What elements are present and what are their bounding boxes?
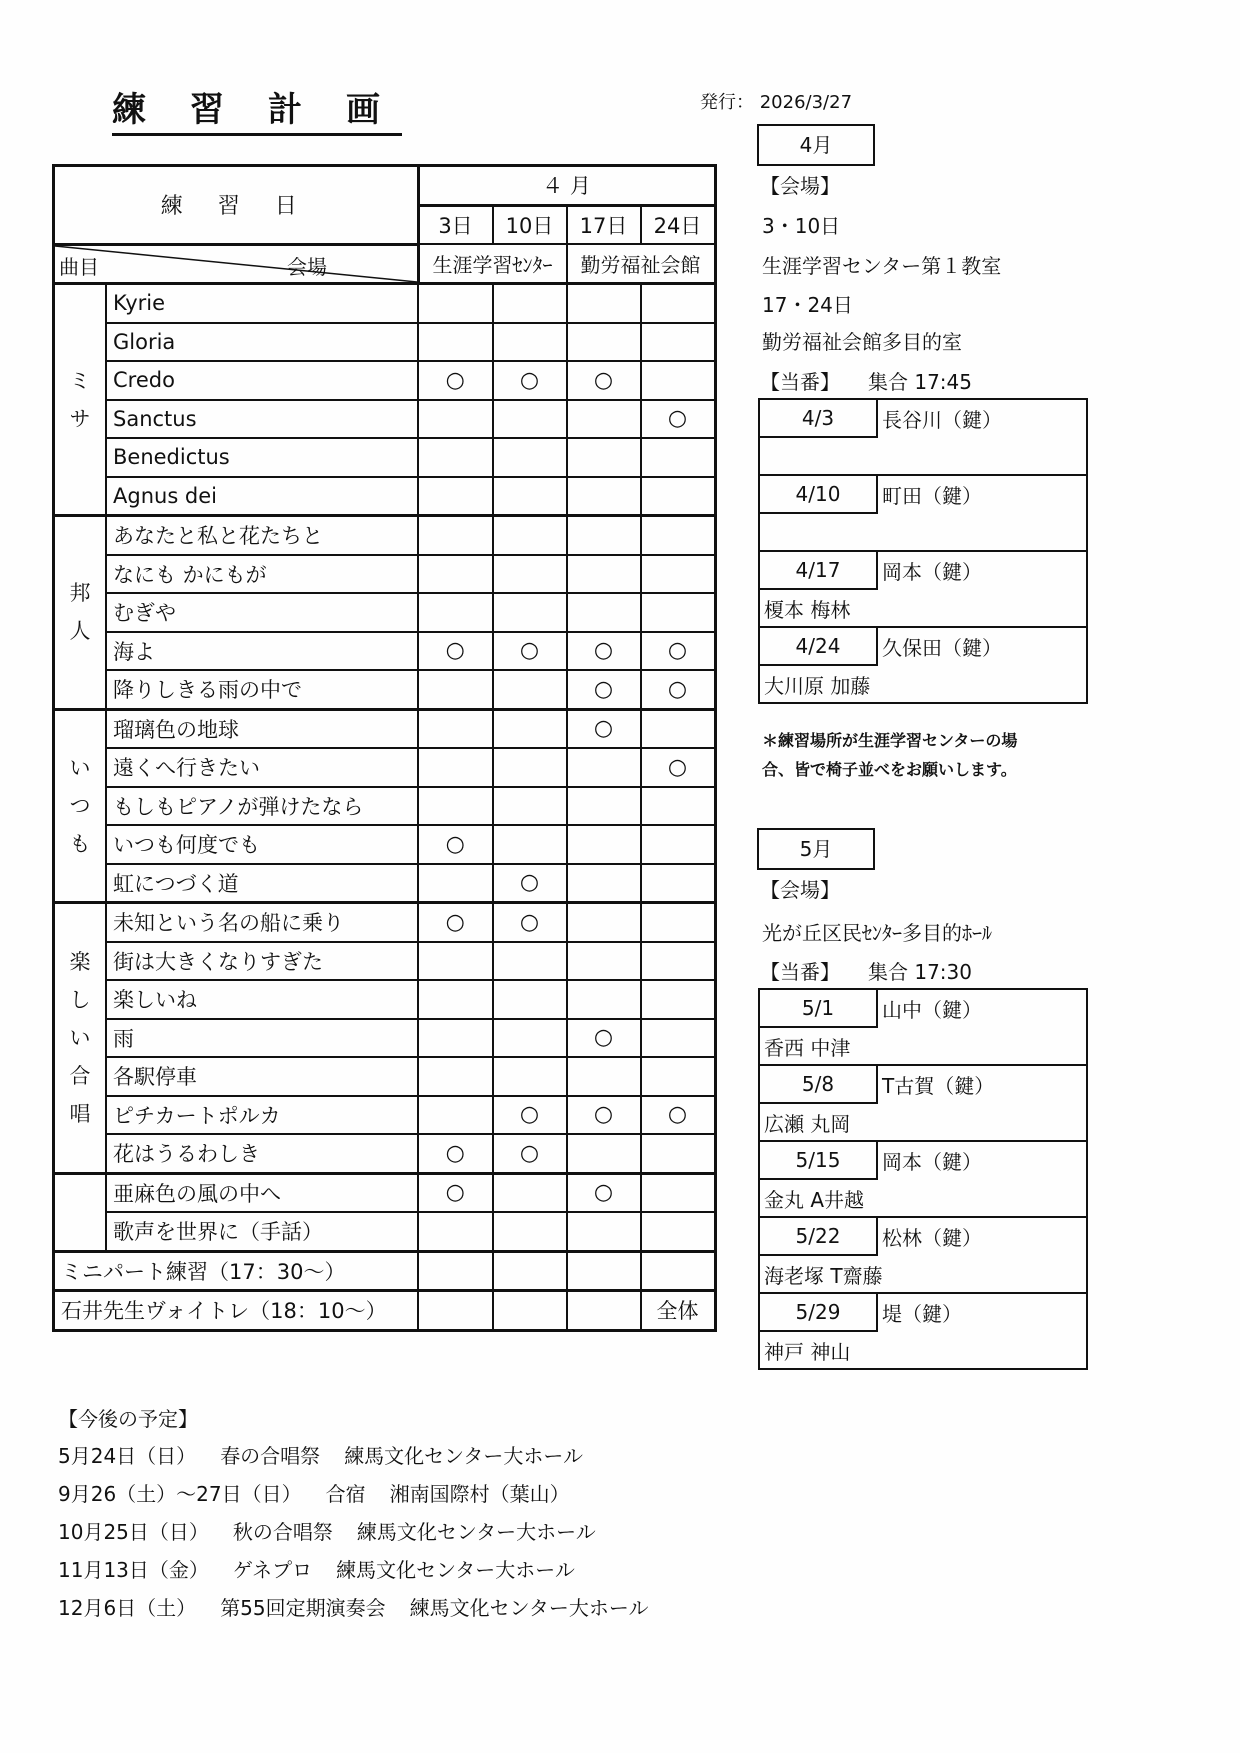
duty-date: 5/22 — [759, 1217, 877, 1255]
schedule-place: 練馬文化センター大ホール — [344, 1444, 583, 1468]
schedule-event: 秋の合唱祭 — [232, 1520, 333, 1544]
duty-members — [759, 437, 1087, 475]
practice-day-header: 練 習 日 — [54, 166, 419, 245]
duty-members-row — [759, 1331, 1087, 1369]
schedule-place: 湘南国際村（葉山） — [389, 1482, 570, 1506]
table-row — [54, 400, 716, 439]
practice-mark — [493, 516, 567, 555]
duty-key-holder: 堤（鍵） — [877, 1293, 1087, 1331]
table-row — [54, 361, 716, 400]
practice-mark — [567, 323, 641, 362]
song-name: なにも かにもが — [106, 555, 418, 594]
table-row — [54, 593, 716, 632]
venue-header: 生涯学習ｾﾝﾀｰ — [418, 244, 567, 284]
category-label — [54, 1173, 107, 1251]
practice-mark — [567, 438, 641, 477]
practice-mark — [418, 864, 493, 903]
practice-mark — [418, 670, 493, 709]
schedule-place: 練馬文化センター大ホール — [336, 1558, 575, 1582]
duty-heading-label: 【当番】 — [760, 370, 840, 394]
practice-mark: ○ — [418, 903, 493, 942]
practice-mark — [641, 361, 716, 400]
duty-members: 大川原 加藤 — [759, 665, 1087, 703]
april-venue-line: 17・24日 — [762, 293, 853, 317]
duty-date: 5/15 — [759, 1141, 877, 1179]
practice-mark — [493, 1251, 567, 1291]
practice-mark — [418, 1019, 493, 1058]
practice-mark: ○ — [641, 748, 716, 787]
practice-mark: ○ — [493, 864, 567, 903]
practice-mark — [493, 1019, 567, 1058]
assembly-time: 集合 17:30 — [868, 960, 972, 984]
issue-date — [700, 88, 852, 114]
practice-mark — [493, 438, 567, 477]
schedule-item — [58, 1478, 570, 1507]
practice-mark — [418, 438, 493, 477]
may-duty-table — [758, 988, 1088, 1370]
table-row — [54, 942, 716, 981]
practice-mark — [493, 670, 567, 709]
practice-mark — [418, 1096, 493, 1135]
schedule-event: 第55回定期演奏会 — [220, 1596, 386, 1620]
practice-mark — [493, 787, 567, 826]
practice-mark — [493, 593, 567, 632]
practice-mark: ○ — [567, 1096, 641, 1135]
song-name: むぎや — [106, 593, 418, 632]
practice-mark: ○ — [493, 903, 567, 942]
practice-mark — [567, 903, 641, 942]
duty-date: 5/8 — [759, 1065, 877, 1103]
duty-row — [759, 1217, 1087, 1255]
practice-mark — [418, 555, 493, 594]
practice-mark — [567, 748, 641, 787]
table-row — [54, 323, 716, 362]
practice-mark — [493, 477, 567, 516]
practice-mark: ○ — [493, 632, 567, 671]
practice-mark — [418, 980, 493, 1019]
song-name: 瑠璃色の地球 — [106, 709, 418, 748]
table-row — [54, 709, 716, 748]
practice-mark: ○ — [641, 400, 716, 439]
song-name: 楽しいね — [106, 980, 418, 1019]
duty-members-row — [759, 1179, 1087, 1217]
date-header: 10日 — [493, 205, 567, 244]
practice-mark — [567, 1251, 641, 1291]
practice-mark: ○ — [493, 361, 567, 400]
duty-row — [759, 1065, 1087, 1103]
table-row — [54, 1096, 716, 1135]
duty-row — [759, 399, 1087, 437]
practice-mark — [567, 477, 641, 516]
song-name: 虹につづく道 — [106, 864, 418, 903]
duty-date: 4/24 — [759, 627, 877, 665]
duty-members-row — [759, 1103, 1087, 1141]
duty-row — [759, 1293, 1087, 1331]
practice-mark — [641, 864, 716, 903]
practice-mark — [641, 942, 716, 981]
practice-mark — [418, 787, 493, 826]
song-name: Kyrie — [106, 284, 418, 323]
duty-members-row — [759, 1027, 1087, 1065]
practice-mark — [641, 1212, 716, 1251]
table-row — [54, 555, 716, 594]
duty-members-row — [759, 1255, 1087, 1293]
practice-mark — [418, 942, 493, 981]
practice-mark — [567, 1291, 641, 1331]
song-name: 街は大きくなりすぎた — [106, 942, 418, 981]
month-header: ４ 月 — [418, 166, 715, 206]
practice-mark — [418, 477, 493, 516]
practice-mark — [493, 323, 567, 362]
song-name: 海よ — [106, 632, 418, 671]
table-row — [54, 1251, 716, 1291]
duty-date: 4/17 — [759, 551, 877, 589]
practice-mark — [567, 787, 641, 826]
practice-mark — [641, 1019, 716, 1058]
table-row — [54, 1173, 716, 1212]
practice-mark: ○ — [641, 632, 716, 671]
table-row — [54, 864, 716, 903]
song-name: いつも何度でも — [106, 825, 418, 864]
date-header: 24日 — [641, 205, 716, 244]
practice-mark — [641, 1251, 716, 1291]
practice-mark — [641, 438, 716, 477]
practice-mark — [567, 593, 641, 632]
may-venue-line: 光が丘区民ｾﾝﾀｰ多目的ﾎｰﾙ — [762, 921, 992, 945]
practice-mark — [567, 1057, 641, 1096]
practice-mark: ○ — [418, 632, 493, 671]
may-month-box: 5月 — [757, 828, 875, 870]
song-label: 曲目 — [59, 254, 99, 279]
venue-header: 勤労福祉会館 — [567, 244, 716, 284]
practice-mark — [567, 555, 641, 594]
schedule-item — [58, 1516, 596, 1545]
practice-mark — [567, 864, 641, 903]
april-duty-table — [758, 398, 1088, 704]
practice-mark — [418, 284, 493, 323]
table-row — [54, 1134, 716, 1173]
practice-mark — [641, 555, 716, 594]
practice-mark — [493, 284, 567, 323]
schedule-date: 12月6日（土） — [58, 1596, 197, 1620]
song-name: 遠くへ行きたい — [106, 748, 418, 787]
practice-mark: ○ — [418, 825, 493, 864]
practice-mark — [418, 323, 493, 362]
duty-row — [759, 551, 1087, 589]
duty-members: 榎本 梅林 — [759, 589, 1087, 627]
table-row — [54, 1019, 716, 1058]
song-name: 未知という名の船に乗り — [106, 903, 418, 942]
table-row — [54, 903, 716, 942]
practice-mark — [418, 748, 493, 787]
april-venue-line: 生涯学習センター第１教室 — [762, 254, 1002, 278]
practice-mark: ○ — [567, 670, 641, 709]
practice-mark: ○ — [641, 1096, 716, 1135]
assembly-time: 集合 17:45 — [868, 370, 972, 394]
song-name: 花はうるわしき — [106, 1134, 418, 1173]
practice-mark — [641, 477, 716, 516]
practice-mark — [567, 400, 641, 439]
duty-key-holder: 松林（鍵） — [877, 1217, 1087, 1255]
schedule-heading: 【今後の予定】 — [58, 1407, 198, 1431]
practice-mark — [493, 1173, 567, 1212]
april-venue-heading: 【会場】 — [760, 174, 840, 198]
song-name: Agnus dei — [106, 477, 418, 516]
practice-mark: ○ — [493, 1096, 567, 1135]
duty-members-row — [759, 665, 1087, 703]
practice-mark — [641, 1057, 716, 1096]
duty-key-holder: 町田（鍵） — [877, 475, 1087, 513]
april-note-line: ＊練習場所が生涯学習センターの場 — [762, 731, 1018, 750]
practice-mark — [418, 709, 493, 748]
may-duty-heading — [760, 956, 972, 985]
issued-date-value: 2026/3/27 — [759, 92, 853, 113]
practice-mark — [493, 942, 567, 981]
table-row — [54, 1212, 716, 1251]
schedule-date: 9月26（土）～27日（日） — [58, 1482, 302, 1506]
song-name: 降りしきる雨の中で — [106, 670, 418, 709]
schedule-event: 春の合唱祭 — [220, 1444, 321, 1468]
issued-label: 発行： — [700, 92, 754, 113]
practice-mark — [641, 323, 716, 362]
duty-row — [759, 475, 1087, 513]
practice-mark — [567, 1134, 641, 1173]
practice-mark — [493, 1057, 567, 1096]
table-row — [54, 1057, 716, 1096]
duty-members-row — [759, 437, 1087, 475]
table-row — [54, 748, 716, 787]
schedule-date: 11月13日（金） — [58, 1558, 209, 1582]
practice-mark — [418, 1251, 493, 1291]
category-label: い つ も — [54, 709, 107, 903]
duty-key-holder: 岡本（鍵） — [877, 1141, 1087, 1179]
duty-date: 5/29 — [759, 1293, 877, 1331]
practice-mark — [641, 1173, 716, 1212]
duty-members: 広瀬 丸岡 — [759, 1103, 1087, 1141]
practice-mark — [567, 942, 641, 981]
practice-mark — [493, 1291, 567, 1331]
song-name: もしもピアノが弾けたなら — [106, 787, 418, 826]
duty-members: 香西 中津 — [759, 1027, 1087, 1065]
practice-mark — [493, 825, 567, 864]
table-row — [54, 516, 716, 555]
category-label: ミ サ — [54, 284, 107, 516]
song-name: 各駅停車 — [106, 1057, 418, 1096]
song-rows — [54, 284, 716, 1331]
practice-mark: ○ — [493, 1134, 567, 1173]
practice-mark — [418, 1057, 493, 1096]
duty-members — [759, 513, 1087, 551]
table-row — [54, 438, 716, 477]
practice-mark: ○ — [567, 1019, 641, 1058]
practice-mark — [418, 593, 493, 632]
practice-mark — [418, 400, 493, 439]
practice-mark — [567, 516, 641, 555]
date-header: 3日 — [418, 205, 493, 244]
table-row — [54, 477, 716, 516]
duty-row — [759, 989, 1087, 1027]
schedule-place: 練馬文化センター大ホール — [356, 1520, 596, 1544]
practice-mark: ○ — [567, 632, 641, 671]
may-venue-heading: 【会場】 — [760, 878, 840, 902]
table-row — [54, 787, 716, 826]
table-row — [54, 980, 716, 1019]
practice-mark: ○ — [567, 361, 641, 400]
song-name: ピチカートポルカ — [106, 1096, 418, 1135]
practice-mark: ○ — [418, 1134, 493, 1173]
song-name: Gloria — [106, 323, 418, 362]
practice-mark — [567, 1212, 641, 1251]
practice-mark — [493, 1212, 567, 1251]
april-duty-heading — [760, 366, 972, 395]
song-name: Benedictus — [106, 438, 418, 477]
practice-mark — [641, 516, 716, 555]
category-label: 邦 人 — [54, 516, 107, 710]
practice-mark — [493, 980, 567, 1019]
practice-mark: 全体 — [641, 1291, 716, 1331]
april-month-box: 4月 — [757, 124, 875, 166]
duty-members: 金丸 A井越 — [759, 1179, 1087, 1217]
practice-mark: ○ — [418, 1173, 493, 1212]
duty-row — [759, 1141, 1087, 1179]
song-name: 雨 — [106, 1019, 418, 1058]
category-label: 楽 し い 合 唱 — [54, 903, 107, 1174]
practice-mark — [567, 284, 641, 323]
duty-key-holder: 岡本（鍵） — [877, 551, 1087, 589]
practice-mark — [567, 980, 641, 1019]
duty-members: 海老塚 T齋藤 — [759, 1255, 1087, 1293]
duty-key-holder: 長谷川（鍵） — [877, 399, 1087, 437]
song-name: Credo — [106, 361, 418, 400]
practice-mark: ○ — [567, 1173, 641, 1212]
schedule-item — [58, 1592, 648, 1621]
practice-mark — [493, 555, 567, 594]
duty-key-holder: 山中（鍵） — [877, 989, 1087, 1027]
practice-mark — [641, 903, 716, 942]
practice-mark — [493, 400, 567, 439]
table-row — [54, 284, 716, 323]
table-row — [54, 670, 716, 709]
duty-members-row — [759, 513, 1087, 551]
schedule-item — [58, 1440, 583, 1469]
schedule-event: 合宿 — [325, 1482, 366, 1506]
extra-row-label: ミニパート練習（17：30～） — [54, 1251, 419, 1291]
table-row — [54, 825, 716, 864]
table-row — [54, 1291, 716, 1331]
duty-key-holder: T古賀（鍵） — [877, 1065, 1087, 1103]
practice-mark — [493, 748, 567, 787]
duty-members-row — [759, 589, 1087, 627]
practice-mark — [641, 709, 716, 748]
schedule-place: 練馬文化センター大ホール — [409, 1596, 649, 1620]
page-title: 練習計画 — [112, 82, 402, 136]
april-venue-line: 勤労福祉会館多目的室 — [762, 330, 962, 354]
practice-mark — [567, 825, 641, 864]
practice-mark — [641, 825, 716, 864]
song-name: 亜麻色の風の中へ — [106, 1173, 418, 1212]
song-venue-header — [54, 244, 419, 284]
practice-mark: ○ — [418, 361, 493, 400]
venue-label: 会場 — [287, 254, 327, 279]
song-name: Sanctus — [106, 400, 418, 439]
date-header: 17日 — [567, 205, 641, 244]
practice-mark — [641, 593, 716, 632]
schedule-date: 10月25日（日） — [58, 1520, 209, 1544]
song-name: 歌声を世界に（手話） — [106, 1212, 418, 1251]
duty-members: 神戸 神山 — [759, 1331, 1087, 1369]
schedule-event: ゲネプロ — [232, 1558, 313, 1582]
practice-mark: ○ — [641, 670, 716, 709]
practice-mark — [641, 787, 716, 826]
extra-row-label: 石井先生ヴォイトレ（18：10～） — [54, 1291, 419, 1331]
practice-mark — [418, 1212, 493, 1251]
table-row — [54, 632, 716, 671]
april-venue-line: 3・10日 — [762, 214, 841, 238]
song-name: あなたと私と花たちと — [106, 516, 418, 555]
diagonal-line — [55, 246, 417, 282]
april-note-line: 合、皆で椅子並べをお願いします。 — [762, 760, 1017, 779]
duty-heading-label: 【当番】 — [760, 960, 840, 984]
schedule-item — [58, 1554, 575, 1583]
duty-key-holder: 久保田（鍵） — [877, 627, 1087, 665]
practice-mark — [641, 980, 716, 1019]
duty-date: 5/1 — [759, 989, 877, 1027]
practice-table — [52, 164, 717, 1332]
practice-mark — [641, 1134, 716, 1173]
duty-row — [759, 627, 1087, 665]
practice-mark: ○ — [567, 709, 641, 748]
duty-date: 4/3 — [759, 399, 877, 437]
schedule-date: 5月24日（日） — [58, 1444, 197, 1468]
practice-mark — [418, 1291, 493, 1331]
practice-mark — [493, 709, 567, 748]
practice-mark — [641, 284, 716, 323]
duty-date: 4/10 — [759, 475, 877, 513]
practice-mark — [418, 516, 493, 555]
